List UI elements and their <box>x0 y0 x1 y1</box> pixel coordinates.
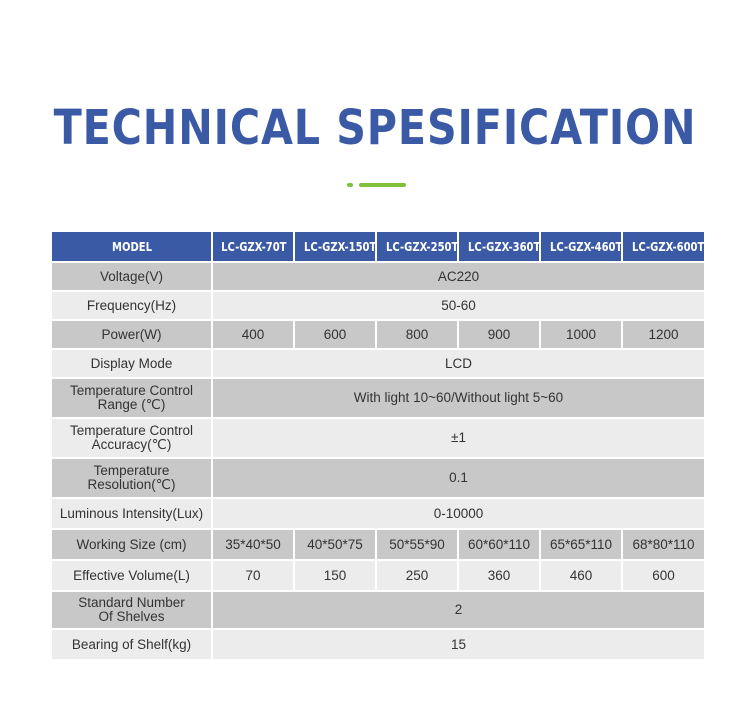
cell-value: 1000 <box>541 321 623 350</box>
cell-value: 460 <box>541 561 623 592</box>
row-label <box>52 459 213 499</box>
column-header-model-5: LC-GZX-460T <box>541 232 623 263</box>
cell-value: 600 <box>295 321 377 350</box>
cell-value: 1200 <box>623 321 704 350</box>
divider-bar <box>359 183 406 187</box>
row-label <box>52 592 213 630</box>
row-label-line: Resolution(℃) <box>87 477 176 492</box>
row-label: Bearing of Shelf(kg) <box>52 630 213 661</box>
cell-value: 60*60*110 <box>459 530 541 561</box>
spec-table <box>52 232 704 661</box>
row-label: Power(W) <box>52 321 213 350</box>
table-row <box>52 292 704 321</box>
row-value: With light 10~60/Without light 5~60 <box>213 379 704 419</box>
row-value: 0.1 <box>213 459 704 499</box>
table-row <box>52 263 704 292</box>
column-header-model-1: LC-GZX-70T <box>213 232 295 263</box>
row-label: Frequency(Hz) <box>52 292 213 321</box>
table-row <box>52 530 704 561</box>
row-label: Effective Volume(L) <box>52 561 213 592</box>
column-header-model: MODEL <box>52 232 213 263</box>
table-row <box>52 419 704 459</box>
cell-value: 900 <box>459 321 541 350</box>
table-row <box>52 350 704 379</box>
column-header-model-6: LC-GZX-600T <box>623 232 704 263</box>
row-value: 50-60 <box>213 292 704 321</box>
row-value: 0-10000 <box>213 499 704 530</box>
row-label-line: Of Shelves <box>98 609 165 624</box>
column-header-model-4: LC-GZX-360T <box>459 232 541 263</box>
column-header-model-2: LC-GZX-150T <box>295 232 377 263</box>
cell-value: 150 <box>295 561 377 592</box>
row-label-line: Temperature Control <box>69 383 194 398</box>
row-value: 15 <box>213 630 704 661</box>
row-label-line: Temperature Control <box>69 423 194 438</box>
table-row <box>52 630 704 661</box>
cell-value: 800 <box>377 321 459 350</box>
table-row <box>52 561 704 592</box>
cell-value: 68*80*110 <box>623 530 704 561</box>
row-value: LCD <box>213 350 704 379</box>
divider-dot <box>347 183 353 187</box>
row-value: AC220 <box>213 263 704 292</box>
row-label-line: Temperature <box>93 463 170 478</box>
cell-value: 70 <box>213 561 295 592</box>
row-value: ±1 <box>213 419 704 459</box>
cell-value: 250 <box>377 561 459 592</box>
row-label <box>52 379 213 419</box>
table-header-row <box>52 232 704 263</box>
row-label: Voltage(V) <box>52 263 213 292</box>
page-title: TECHNICAL SPESIFICATION <box>53 100 697 156</box>
table-row <box>52 321 704 350</box>
cell-value: 40*50*75 <box>295 530 377 561</box>
row-label: Luminous Intensity(Lux) <box>52 499 213 530</box>
cell-value: 65*65*110 <box>541 530 623 561</box>
row-label: Display Mode <box>52 350 213 379</box>
cell-value: 50*55*90 <box>377 530 459 561</box>
cell-value: 360 <box>459 561 541 592</box>
cell-value: 400 <box>213 321 295 350</box>
row-label: Working Size (cm) <box>52 530 213 561</box>
row-label-line: Standard Number <box>78 595 185 610</box>
table-row <box>52 459 704 499</box>
table-row <box>52 499 704 530</box>
cell-value: 600 <box>623 561 704 592</box>
row-label-line: Range (℃) <box>97 397 166 412</box>
row-value: 2 <box>213 592 704 630</box>
row-label-line: Accuracy(℃) <box>91 437 172 452</box>
table-row <box>52 592 704 630</box>
cell-value: 35*40*50 <box>213 530 295 561</box>
table-row <box>52 379 704 419</box>
row-label <box>52 419 213 459</box>
column-header-model-3: LC-GZX-250T <box>377 232 459 263</box>
